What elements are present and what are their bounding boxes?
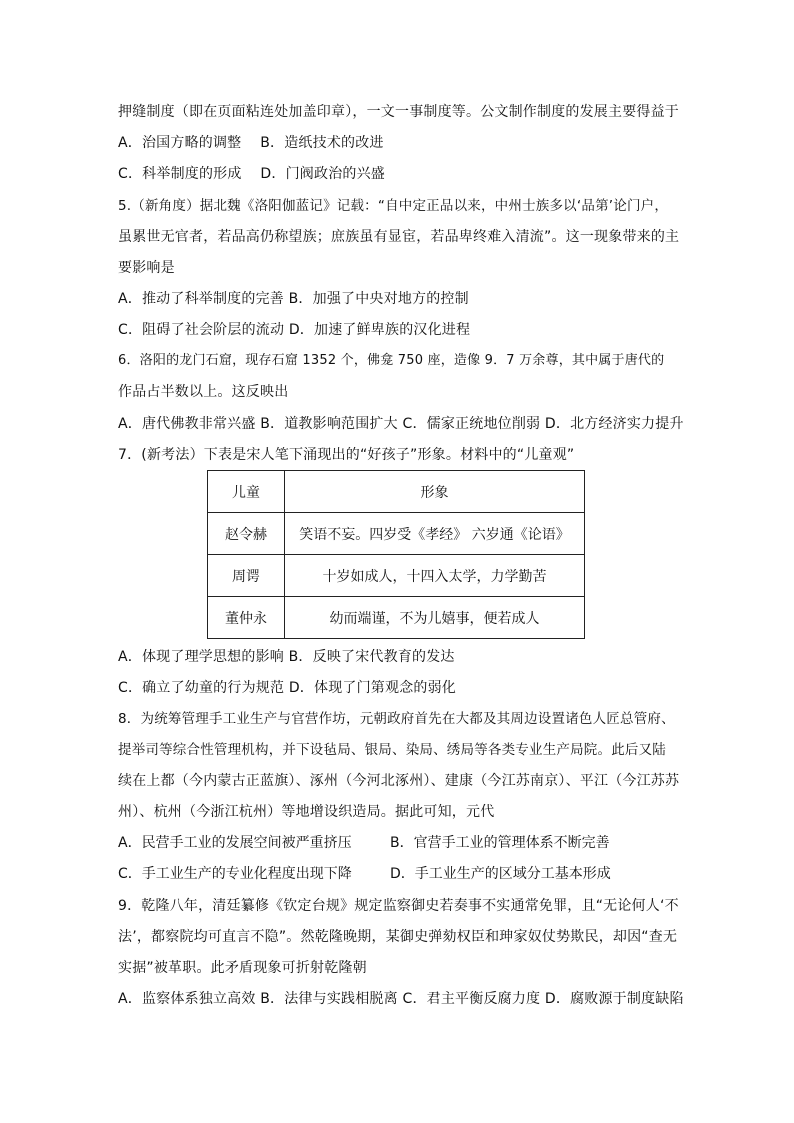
option-line: A．推动了科举制度的完善 B．加强了中央对地方的控制 bbox=[118, 291, 469, 307]
table-cell: 幼而端谨，不为儿嬉事，便若成人 bbox=[285, 597, 585, 639]
option-line: A．治国方略的调整 B．造纸技术的改进 bbox=[118, 135, 384, 151]
option-d: D．手工业生产的区域分工基本形成 bbox=[390, 866, 611, 882]
children-table bbox=[207, 470, 585, 639]
question-7-line: 7．(新考法）下表是宋人笔下涌现出的“好孩子”形象。材料中的“儿童观” bbox=[118, 447, 575, 463]
text-line: 州）、杭州（今浙江杭州）等地增设织造局。据此可知，元代 bbox=[118, 804, 495, 820]
option-line: C．科举制度的形成 D．门阀政治的兴盛 bbox=[118, 166, 386, 182]
question-5-line: 5.（新角度）据北魏《洛阳伽蓝记》记载：“自中定正品以来，中州士族多以‘品第’论门户， bbox=[118, 198, 669, 214]
text-line: 续在上都（今内蒙古正蓝旗）、涿州（今河北涿州）、建康（今江苏南京）、平江（今江苏苏 bbox=[118, 773, 680, 789]
option-line: A．体现了理学思想的影响 B．反映了宋代教育的发达 bbox=[118, 649, 455, 665]
option-c: C．手工业生产的专业化程度出现下降 bbox=[118, 866, 352, 882]
table-cell: 十岁如成人，十四入太学，力学勤苦 bbox=[285, 555, 585, 597]
question-6-line: 6．洛阳的龙门石窟，现存石窟 1352 个，佛龛 750 座，造像 9．7 万余尊，其中属于唐代的 bbox=[118, 353, 665, 368]
question-8-line: 8．为统筹管理手工业生产与官营作坊，元朝政府首先在大都及其周边设置诸色人匠总管府、 bbox=[118, 711, 675, 727]
text-line: 实据”被革职。此矛盾现象可折射乾隆朝 bbox=[118, 960, 367, 976]
table-row bbox=[208, 555, 585, 597]
table-row bbox=[208, 513, 585, 555]
table-cell: 董仲永 bbox=[208, 597, 285, 639]
option-line: C．阻碍了社会阶层的流动 D．加速了鲜卑族的汉化进程 bbox=[118, 322, 471, 338]
option-line: A．监察体系独立高效 B．法律与实践相脱离 C．君主平衡反腐力度 D．腐败源于制度缺陷 bbox=[118, 991, 684, 1007]
option-line: C．确立了幼童的行为规范 D．体现了门第观念的弱化 bbox=[118, 680, 457, 696]
table-header-row bbox=[208, 471, 585, 513]
text-line: 法’，都察院均可直言不隐”。然乾隆晚期，某御史弹劾权臣和珅家奴仗势欺民，却因“查无 bbox=[118, 929, 678, 945]
table-header-cell: 形象 bbox=[285, 471, 585, 513]
option-a: A．民营手工业的发展空间被严重挤压 bbox=[118, 835, 352, 851]
table-row bbox=[208, 597, 585, 639]
table-cell: 笑语不妄。四岁受《孝经》 六岁通《论语》 bbox=[285, 513, 585, 555]
question-9-line: 9．乾隆八年，清廷纂修《钦定台规》规定监察御史若奏事不实通常免罪，且“无论何人‘不 bbox=[118, 898, 679, 914]
table-header-cell: 儿童 bbox=[208, 471, 285, 513]
option-line: A．唐代佛教非常兴盛 B．道教影响范围扩大 C．儒家正统地位削弱 D．北方经济实力提升 bbox=[118, 416, 684, 432]
option-b: B．官营手工业的管理体系不断完善 bbox=[390, 835, 610, 851]
text-line: 押缝制度（即在页面粘连处加盖印章），一文一事制度等。公文制作制度的发展主要得益于 bbox=[118, 104, 679, 120]
text-line: 作品占半数以上。这反映出 bbox=[118, 384, 289, 400]
text-line: 虽累世无官者，若品高仍称望族；庶族虽有显宦，若品卑终难入清流”。这一现象带来的主 bbox=[118, 229, 680, 245]
table-cell: 赵令赫 bbox=[208, 513, 285, 555]
table-cell: 周谔 bbox=[208, 555, 285, 597]
text-line: 要影响是 bbox=[118, 260, 175, 276]
text-line: 提举司等综合性管理机构，并下设毡局、银局、染局、绣局等各类专业生产局院。此后又陆 bbox=[118, 742, 666, 758]
